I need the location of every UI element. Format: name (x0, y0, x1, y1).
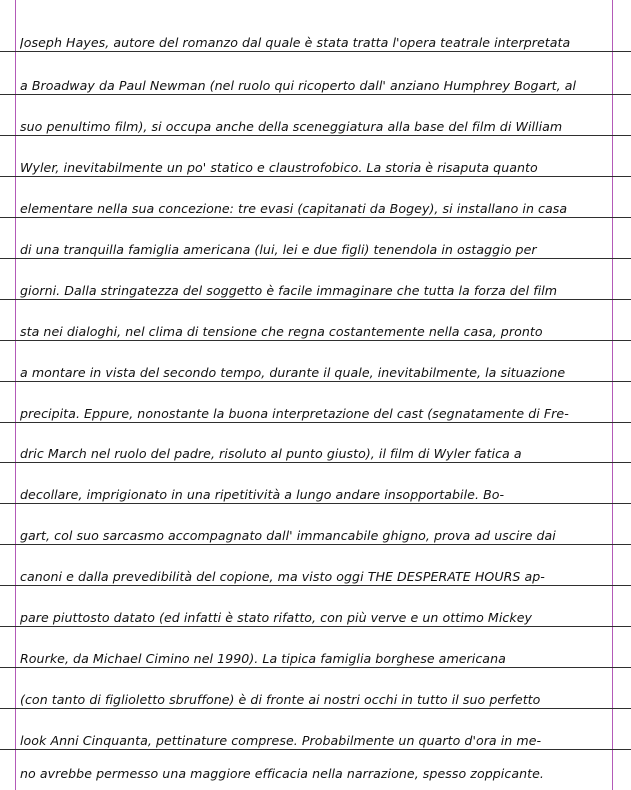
text-line: dric March nel ruolo del padre, risoluto al punto giusto), il film di Wyler fatica a (20, 446, 522, 461)
ruled-line (0, 51, 631, 52)
ruled-line (0, 667, 631, 668)
text-line: gart, col suo sarcasmo accompagnato dall' immancabile ghigno, prova ad uscire dai (20, 528, 556, 543)
text-line: elementare nella sua concezione: tre evasi (capitanati da Bogey), si installano in casa (20, 201, 568, 216)
ruled-line (0, 544, 631, 545)
ruled-line (0, 176, 631, 177)
text-line: pare piuttosto datato (ed infatti è stato rifatto, con più verve e un ottimo Mickey (20, 610, 532, 625)
ruled-line (0, 462, 631, 463)
ruled-line (0, 381, 631, 382)
ruled-line (0, 708, 631, 709)
ruled-line (0, 340, 631, 341)
ruled-line (0, 135, 631, 136)
ruled-line (0, 626, 631, 627)
text-line: Joseph Hayes, autore del romanzo dal quale è stata tratta l'opera teatrale interpretata (20, 35, 571, 50)
ruled-line (0, 749, 631, 750)
text-line: a Broadway da Paul Newman (nel ruolo qui ricoperto dall' anziano Humphrey Bogart, al (20, 78, 577, 93)
ruled-line (0, 585, 631, 586)
ruled-line (0, 258, 631, 259)
ruled-line (0, 422, 631, 423)
text-line: canoni e dalla prevedibilità del copione, ma visto oggi THE DESPERATE HOURS ap- (20, 569, 545, 584)
ruled-line (0, 94, 631, 95)
text-line: sta nei dialoghi, nel clima di tensione che regna costantemente nella casa, pronto (20, 324, 543, 339)
text-line: no avrebbe permesso una maggiore efficacia nella narrazione, spesso zoppicante. (20, 766, 544, 781)
text-line: look Anni Cinquanta, pettinature comprese. Probabilmente un quarto d'ora in me- (20, 733, 542, 748)
ruled-line (0, 299, 631, 300)
ruled-line (0, 217, 631, 218)
text-line: suo penultimo film), si occupa anche della sceneggiatura alla base del film di William (20, 119, 563, 134)
text-line: (con tanto di figlioletto sbruffone) è di fronte ai nostri occhi in tutto il suo perfetto (20, 692, 541, 707)
text-line: decollare, imprigionato in una ripetitività a lungo andare insopportabile. Bo- (20, 487, 505, 502)
ruled-line (0, 503, 631, 504)
text-line: Rourke, da Michael Cimino nel 1990). La tipica famiglia borghese americana (20, 651, 506, 666)
right-margin-line (612, 0, 613, 790)
text-line: di una tranquilla famiglia americana (lui, lei e due figli) tenendola in ostaggio per (20, 242, 537, 257)
text-line: a montare in vista del secondo tempo, durante il quale, inevitabilmente, la situazione (20, 365, 566, 380)
text-line: Wyler, inevitabilmente un po' statico e claustrofobico. La storia è risaputa quanto (20, 160, 538, 175)
text-line: precipita. Eppure, nonostante la buona interpretazione del cast (segnatamente di Fre- (20, 406, 569, 421)
text-line: giorni. Dalla stringatezza del soggetto è facile immaginare che tutta la forza del film (20, 283, 558, 298)
left-margin-line (15, 0, 16, 790)
